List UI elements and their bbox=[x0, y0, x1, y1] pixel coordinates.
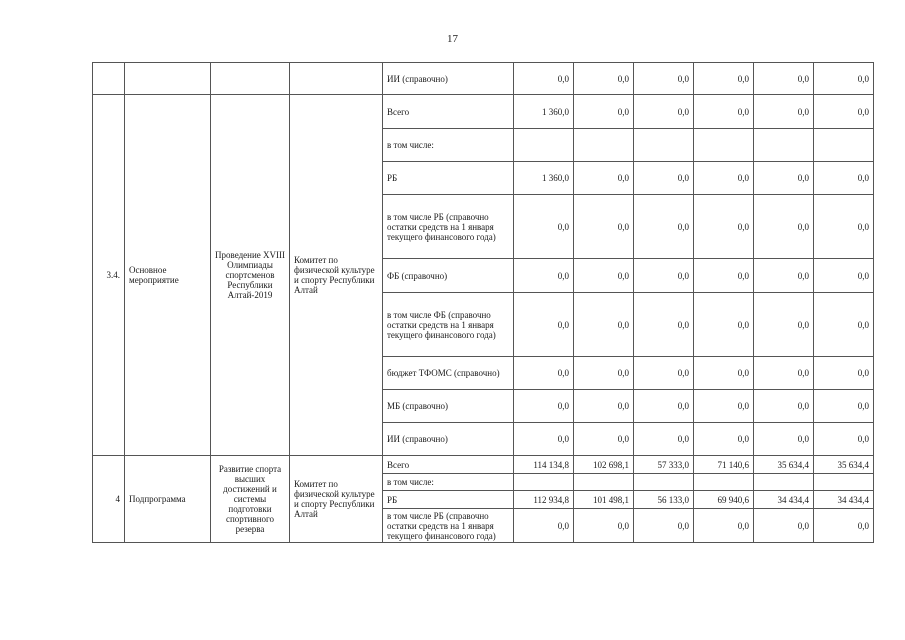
amount-cell bbox=[514, 474, 574, 491]
amount-cell: 102 698,1 bbox=[574, 456, 634, 474]
row-executor: Комитет по физической культуре и спорту Республики Алтай bbox=[290, 456, 383, 543]
amount-cell: 0,0 bbox=[814, 293, 874, 357]
amount-cell bbox=[814, 129, 874, 162]
amount-cell: 0,0 bbox=[634, 357, 694, 390]
table-row bbox=[93, 456, 874, 474]
row-type bbox=[125, 63, 211, 95]
funding-source: ФБ (справочно) bbox=[383, 259, 514, 293]
amount-cell: 57 333,0 bbox=[634, 456, 694, 474]
amount-cell: 69 940,6 bbox=[694, 491, 754, 509]
amount-cell: 0,0 bbox=[814, 195, 874, 259]
row-number bbox=[93, 63, 125, 95]
funding-source: ИИ (справочно) bbox=[383, 63, 514, 95]
amount-cell: 0,0 bbox=[514, 63, 574, 95]
amount-cell bbox=[634, 474, 694, 491]
amount-cell: 0,0 bbox=[694, 195, 754, 259]
amount-cell: 0,0 bbox=[814, 357, 874, 390]
amount-cell: 1 360,0 bbox=[514, 162, 574, 195]
page-number: 17 bbox=[447, 33, 458, 45]
amount-cell: 0,0 bbox=[694, 423, 754, 456]
funding-source: в том числе ФБ (справочно остатки средств на 1 января текущего финансового года) bbox=[383, 293, 514, 357]
amount-cell: 0,0 bbox=[634, 195, 694, 259]
funding-source: РБ bbox=[383, 162, 514, 195]
amount-cell: 0,0 bbox=[574, 509, 634, 543]
amount-cell: 0,0 bbox=[754, 293, 814, 357]
amount-cell bbox=[514, 129, 574, 162]
funding-source: РБ bbox=[383, 491, 514, 509]
amount-cell: 0,0 bbox=[694, 162, 754, 195]
amount-cell: 0,0 bbox=[694, 357, 754, 390]
amount-cell: 0,0 bbox=[514, 195, 574, 259]
amount-cell: 0,0 bbox=[754, 509, 814, 543]
amount-cell: 0,0 bbox=[814, 63, 874, 95]
amount-cell: 0,0 bbox=[514, 259, 574, 293]
table-row bbox=[93, 63, 874, 95]
amount-cell: 35 634,4 bbox=[754, 456, 814, 474]
row-executor bbox=[290, 63, 383, 95]
amount-cell: 0,0 bbox=[514, 293, 574, 357]
amount-cell: 0,0 bbox=[574, 293, 634, 357]
amount-cell: 0,0 bbox=[574, 357, 634, 390]
amount-cell: 0,0 bbox=[514, 423, 574, 456]
amount-cell: 0,0 bbox=[754, 390, 814, 423]
funding-source: МБ (справочно) bbox=[383, 390, 514, 423]
budget-table bbox=[92, 62, 874, 543]
amount-cell: 0,0 bbox=[514, 357, 574, 390]
table-row bbox=[93, 95, 874, 129]
amount-cell: 34 434,4 bbox=[754, 491, 814, 509]
amount-cell: 112 934,8 bbox=[514, 491, 574, 509]
funding-source: Всего bbox=[383, 456, 514, 474]
amount-cell: 0,0 bbox=[694, 259, 754, 293]
amount-cell: 101 498,1 bbox=[574, 491, 634, 509]
amount-cell: 0,0 bbox=[754, 95, 814, 129]
amount-cell: 0,0 bbox=[634, 259, 694, 293]
amount-cell bbox=[754, 474, 814, 491]
funding-source: в том числе РБ (справочно остатки средств на 1 января текущего финансового года) bbox=[383, 509, 514, 543]
amount-cell: 0,0 bbox=[514, 390, 574, 423]
funding-source: в том числе: bbox=[383, 474, 514, 491]
row-number: 4 bbox=[93, 456, 125, 543]
amount-cell: 0,0 bbox=[634, 162, 694, 195]
amount-cell: 71 140,6 bbox=[694, 456, 754, 474]
amount-cell: 0,0 bbox=[694, 95, 754, 129]
amount-cell: 0,0 bbox=[574, 95, 634, 129]
amount-cell: 0,0 bbox=[814, 95, 874, 129]
amount-cell bbox=[574, 129, 634, 162]
amount-cell bbox=[574, 474, 634, 491]
amount-cell: 0,0 bbox=[634, 95, 694, 129]
amount-cell: 0,0 bbox=[574, 162, 634, 195]
amount-cell: 0,0 bbox=[754, 259, 814, 293]
funding-source: бюджет ТФОМС (справочно) bbox=[383, 357, 514, 390]
amount-cell: 0,0 bbox=[694, 63, 754, 95]
amount-cell: 114 134,8 bbox=[514, 456, 574, 474]
amount-cell: 0,0 bbox=[814, 162, 874, 195]
amount-cell: 0,0 bbox=[634, 63, 694, 95]
amount-cell: 56 133,0 bbox=[634, 491, 694, 509]
amount-cell: 0,0 bbox=[754, 195, 814, 259]
amount-cell: 0,0 bbox=[694, 509, 754, 543]
amount-cell: 0,0 bbox=[754, 162, 814, 195]
amount-cell: 34 434,4 bbox=[814, 491, 874, 509]
amount-cell: 1 360,0 bbox=[514, 95, 574, 129]
amount-cell bbox=[814, 474, 874, 491]
amount-cell: 35 634,4 bbox=[814, 456, 874, 474]
funding-source: в том числе: bbox=[383, 129, 514, 162]
funding-source: ИИ (справочно) bbox=[383, 423, 514, 456]
funding-source: Всего bbox=[383, 95, 514, 129]
amount-cell: 0,0 bbox=[514, 509, 574, 543]
row-executor: Комитет по физической культуре и спорту Республики Алтай bbox=[290, 95, 383, 456]
amount-cell: 0,0 bbox=[574, 195, 634, 259]
amount-cell: 0,0 bbox=[694, 293, 754, 357]
amount-cell: 0,0 bbox=[814, 509, 874, 543]
amount-cell: 0,0 bbox=[754, 357, 814, 390]
amount-cell: 0,0 bbox=[574, 63, 634, 95]
amount-cell: 0,0 bbox=[634, 509, 694, 543]
amount-cell: 0,0 bbox=[574, 423, 634, 456]
row-number: 3.4. bbox=[93, 95, 125, 456]
amount-cell bbox=[754, 129, 814, 162]
amount-cell: 0,0 bbox=[634, 390, 694, 423]
amount-cell: 0,0 bbox=[754, 63, 814, 95]
amount-cell: 0,0 bbox=[634, 423, 694, 456]
amount-cell: 0,0 bbox=[814, 423, 874, 456]
amount-cell bbox=[694, 474, 754, 491]
row-type: Основное мероприятие bbox=[125, 95, 211, 456]
amount-cell: 0,0 bbox=[814, 259, 874, 293]
row-title bbox=[211, 63, 290, 95]
row-type: Подпрограмма bbox=[125, 456, 211, 543]
funding-source: в том числе РБ (справочно остатки средств на 1 января текущего финансового года) bbox=[383, 195, 514, 259]
amount-cell bbox=[694, 129, 754, 162]
amount-cell: 0,0 bbox=[754, 423, 814, 456]
amount-cell: 0,0 bbox=[574, 259, 634, 293]
amount-cell: 0,0 bbox=[634, 293, 694, 357]
amount-cell: 0,0 bbox=[574, 390, 634, 423]
amount-cell: 0,0 bbox=[814, 390, 874, 423]
amount-cell: 0,0 bbox=[694, 390, 754, 423]
row-title: Развитие спорта высших достижений и системы подготовки спортивного резерва bbox=[211, 456, 290, 543]
row-title: Проведение XVIII Олимпиады спортсменов Республики Алтай-2019 bbox=[211, 95, 290, 456]
amount-cell bbox=[634, 129, 694, 162]
